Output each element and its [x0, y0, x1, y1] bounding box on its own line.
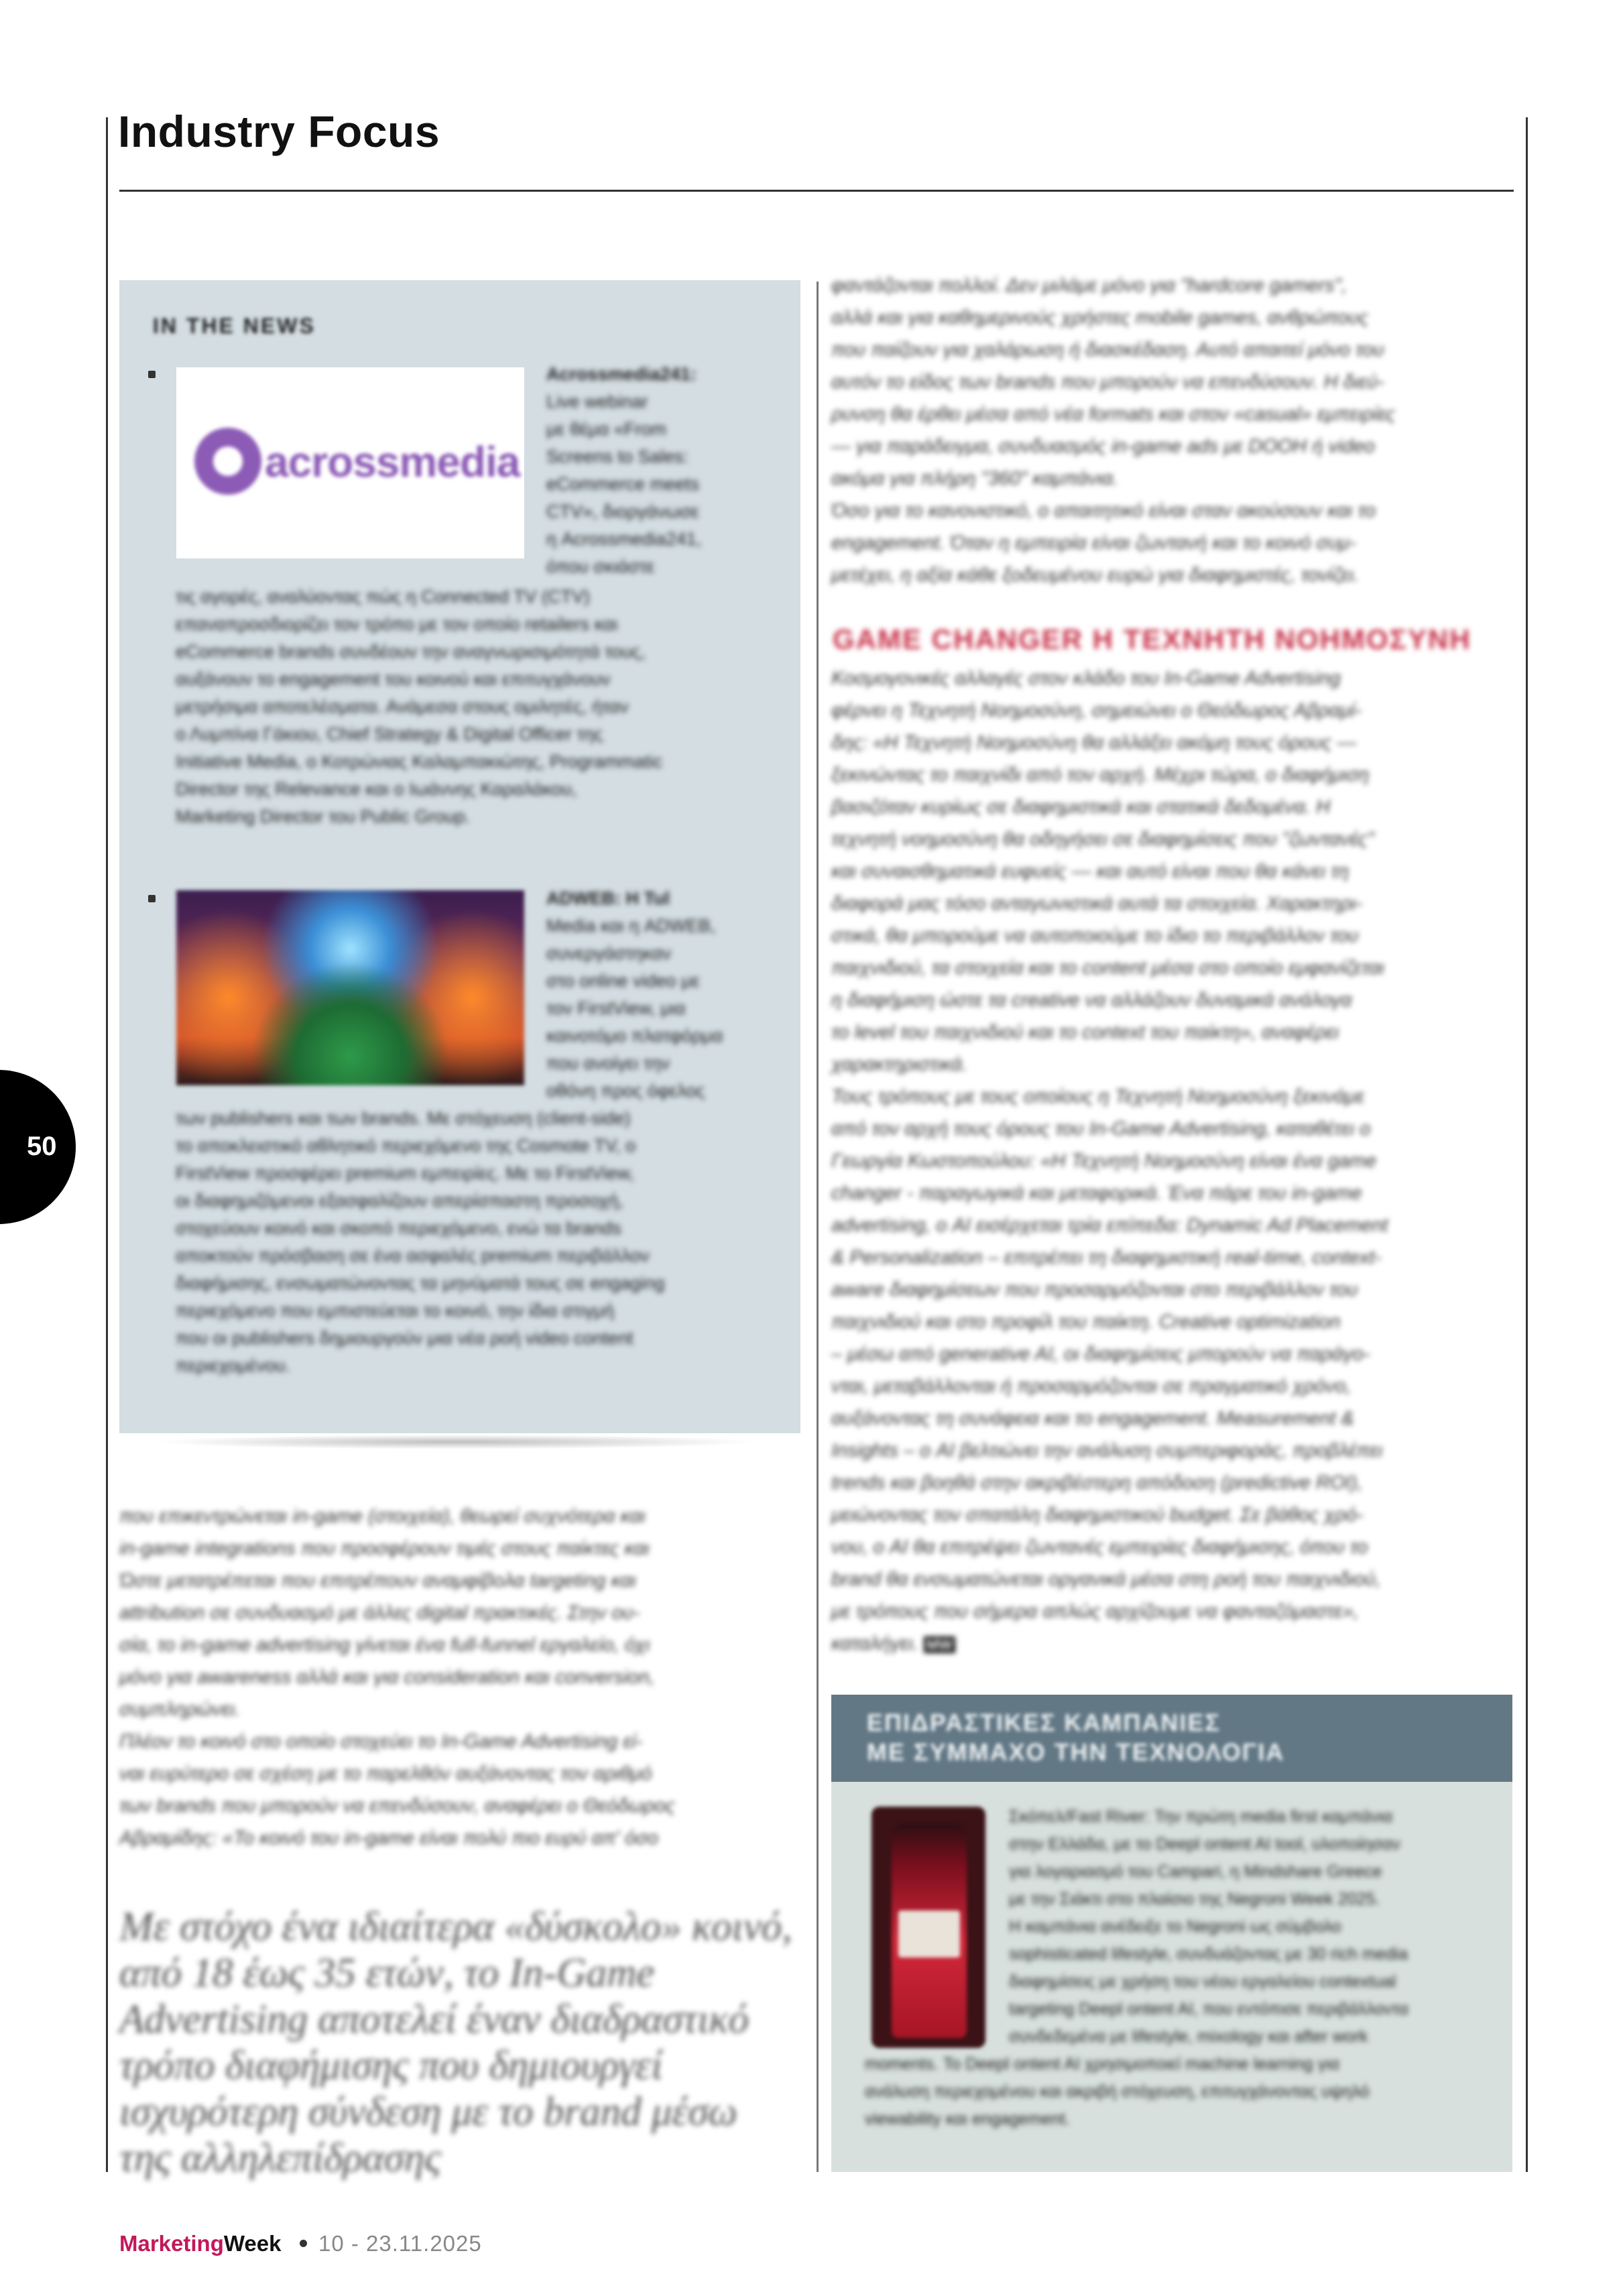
promo-heading-line: ΕΠΙΔΡΑΣΤΙΚΕΣ ΚΑΜΠΑΝΙΕΣ — [867, 1709, 1221, 1736]
end-mark: MW — [924, 1636, 955, 1653]
news-item-2-text-full — [176, 1105, 779, 1380]
promo-line: moments. Το Deepl ontent AI χρησιμοποιεί machine learning για — [865, 2055, 1340, 2073]
body-line: μειώνοντας τον σπατάλη διαφημιστικού budget. Σε βάθος χρό- — [831, 1504, 1364, 1526]
body-line: με τρόπους που σήμερα απλώς αρχίζουμε να φανταζόμαστε», — [831, 1601, 1359, 1622]
news-item-1-text-full — [176, 583, 779, 831]
news-item-1-line: Initiative Media, ο Κοτρώνιας Καλαμπακιώτης, Programmatic — [176, 751, 662, 772]
news-item-2-text-right — [546, 885, 768, 1105]
box-shadow — [154, 1435, 758, 1449]
logo-wordmark: acrossmedia — [265, 438, 520, 486]
body-line: brand θα ενσωματώνεται οργανικά μέσα στη ροή του παιχνιδιού, — [831, 1569, 1381, 1590]
body-line: Αβραμίδης: «Το κοινό του in-game είναι πολύ πιο ευρύ απ' όσο — [119, 1827, 658, 1849]
body-line: αυξάνοντας τη συνάφεια και το engagement. Measurement & — [831, 1408, 1354, 1429]
body-line: aware διαφημίσεων που προσαρμόζονται στο περιβάλλον του — [831, 1279, 1358, 1301]
section-heading: GAME CHANGER Η ΤΕΧΝΗΤΗ ΝΟΗΜΟΣΥΝΗ — [833, 623, 1471, 655]
body-line: advertising, ο AI εισέρχεται τρία επίπεδα: Dynamic Ad Placement — [831, 1215, 1388, 1236]
body-line: το level του παιχνιδιού και το context του παίκτη», αναφέρει — [831, 1022, 1339, 1043]
news-item-2-line: στοχεύουν κοινό και σκοπό περιεχόμενο, ενώ τα brands — [176, 1218, 621, 1238]
news-heading: IN THE NEWS — [153, 314, 316, 338]
body-line: Τους τρόπους με τους οποίους η Τεχνητή Νοημοσύνη ξεκινάμε — [831, 1086, 1365, 1107]
news-item-2-line: αποκτούν πρόσβαση σε ένα ασφαλές premium περιβάλλον — [176, 1246, 650, 1266]
promo-line: στην Ελλάδα, με το Deepl ontent AI tool, υλοποίησαν — [1009, 1835, 1400, 1854]
news-item-2-line: περιεχομένου. — [176, 1355, 290, 1376]
body-line: νου, ο AI θα επιτρέψει ζωντανές εμπειρίες διαφήμισης, όπου το — [831, 1536, 1368, 1558]
body-line: μετέχει, η αξία κάθε ξοδευμένου ευρώ για διαφημιστές, τονίζει. — [831, 564, 1359, 586]
promo-line: συνδεδεμένα με lifestyle, mixology και after work — [1009, 2027, 1368, 2046]
body-line — [831, 1628, 1514, 1661]
promo-text-full — [865, 2051, 1502, 2133]
title-divider — [119, 190, 1514, 192]
body-line: trends και βοηθά στην ακριβέστερη απόδοση (predictive ROI), — [831, 1472, 1363, 1494]
body-line: Κοσμογονικές αλλαγές στον κλάδο του In-Game Advertising — [831, 668, 1341, 689]
body-line: ξεκινώντας το παιχνίδι από τον αρχή. Μέχρι τώρα, ο διαφήμιση — [831, 764, 1370, 786]
left-frame-rule — [106, 117, 108, 2172]
promo-line: Σκόπελ/Fast River: Την πρώτη media first καμπάνια — [1009, 1807, 1393, 1826]
body-line: σία, το in-game advertising γίνεται ένα full-funnel εργαλείο, όχι — [119, 1634, 650, 1656]
promo-line: για λογαριασμό του Campari, η Mindshare Greece — [1009, 1862, 1382, 1881]
body-line: τεχνητή νοημοσύνη θα οδηγήσει σε διαφημίσεις που "ζωντανές" — [831, 829, 1374, 850]
body-line: χαρακτηριστικά. — [831, 1054, 968, 1075]
promo-line: με την Σιάκτι στο πλαίσιο της Negroni Week 2025. — [1009, 1890, 1380, 1909]
brand-marketing: Marketing — [119, 2231, 224, 2256]
bottle-label — [898, 1911, 960, 1957]
pull-quote: Με στόχο ένα ιδιαίτερα «δύσκολο» κοινό, από 18 έως 35 ετών, το In-Game Advertising αποτελεί έναν διαδραστικό τρόπο διαφήμισης που δημιουργεί ισχυρότερη σύνδεση με το brand μέσω της αλληλεπίδρασης — [119, 1905, 792, 2181]
news-item-2-line: στο online video με — [546, 971, 700, 991]
body-line: Ώστε μετατρέπεται που επιτρέπουν αναμφίβολα targeting και — [119, 1570, 636, 1591]
body-line: από τον αρχή τους όρους του In-Game Advertising, καταθέτει ο — [831, 1118, 1371, 1140]
body-line: η διαφήμιση ώστε τα creative να αλλάζουν δυναμικά ανάλογα — [831, 989, 1352, 1011]
right-intro-text — [831, 269, 1514, 591]
body-line: — για παράδειγμα, συνδυασμός in-game ads με DOOH ή video — [831, 436, 1375, 457]
news-item-2-line: των publishers και των brands. Με στόχευση (client-side) — [176, 1108, 631, 1128]
news-item-2-line: ADWEB: Η Tul — [546, 888, 670, 908]
right-frame-rule — [1526, 117, 1528, 2172]
promo-heading — [867, 1708, 1470, 1767]
news-item-2-line: FirstView προσφέρει premium εμπειρίες. Με το FirstView, — [176, 1163, 634, 1183]
body-line: ακόμα για πλήρη "360" καμπάνια. — [831, 468, 1119, 489]
promo-line: viewability και engagement. — [865, 2110, 1070, 2128]
body-line: παιχνιδιού και στο προφίλ του παίκτη. Creative optimization — [831, 1311, 1341, 1333]
promo-line: sophisticated lifestyle, συνδυάζοντας με 30 rich media — [1009, 1945, 1408, 1963]
right-section-text — [831, 662, 1514, 1661]
news-item-2-line: που οι publishers δημιουργούν μια νέα ροή video content — [176, 1328, 634, 1348]
bullet-icon — [148, 895, 156, 902]
body-line: των brands που μπορούν να επενδύσουν, αναφέρει ο Θεόδωρος — [119, 1795, 675, 1817]
body-line: engagement. Όταν η εμπειρία είναι ζωντανή και το κοινό συμ- — [831, 532, 1356, 554]
footer-brand — [119, 2231, 282, 2256]
news-item-2-line: οθόνη προς όφελος — [546, 1081, 705, 1101]
page-title: Industry Focus — [118, 107, 440, 156]
news-item-1-line: η Acrossmedia241, — [546, 529, 702, 549]
body-line: συμπληρώνει. — [119, 1699, 241, 1720]
news-item-1-line: Screens to Sales: — [546, 446, 688, 467]
body-line: βασιζόταν κυρίως σε διαφημιστικά και στατικά δεδομένα. Η — [831, 796, 1331, 818]
body-line: στικά, θα μπορούμε να αυτοποιούμε το ίδιο το περιβάλλον του — [831, 925, 1359, 947]
left-body-text — [119, 1500, 800, 1854]
body-line: μόνο για awareness αλλά και για consideration και conversion, — [119, 1667, 655, 1688]
news-item-2-line: περιεχόμενο που εμπιστεύεται το κοινό, την ίδια στιγμή — [176, 1301, 615, 1321]
body-line: φαντάζονται πολλοί. Δεν μιλάμε μόνο για "hardcore gamers", — [831, 275, 1347, 296]
news-item-1-line: eCommerce brands συνδέουν την αναγνωρισιμότητά τους, — [176, 642, 646, 662]
news-item-2-line: Media και η ADWEB, — [546, 916, 716, 936]
body-line: changer - παραγωγικά και μεταφορικά. Ένα πάρε του in-game — [831, 1183, 1362, 1204]
gaming-arena-image — [176, 890, 524, 1085]
footer-separator — [300, 2240, 307, 2247]
body-line: attribution σε συνδυασμό με άλλες digital πρακτικές. Στην ου- — [119, 1602, 640, 1624]
body-line: & Personalization – επιτρέπει τη διαφημιστική real-time, context- — [831, 1247, 1382, 1268]
news-item-1-line: Acrossmedia241: — [546, 364, 697, 384]
news-item-1-line: όπου σκιάστε — [546, 556, 655, 577]
news-item-1-line: με θέμα «From — [546, 419, 666, 439]
news-item-2-line: τον FirstView, μια — [546, 998, 686, 1018]
promo-heading-line: ΜΕ ΣΥΜΜΑΧΟ ΤΗΝ ΤΕΧΝΟΛΟΓΙΑ — [867, 1738, 1285, 1766]
brand-week: Week — [223, 2231, 282, 2256]
body-line: in-game integrations που προσφέρουν τιμές στους παίκτες και — [119, 1538, 650, 1559]
footer-date: 10 - 23.11.2025 — [318, 2231, 482, 2256]
news-item-1-line: Live webinar — [546, 391, 648, 412]
news-item-1-line: ο Λυμπίνα Γάκιου, Chief Strategy & Digital Officer της — [176, 724, 603, 744]
news-item-2-line: καινοτόμο πλατφόρμα — [546, 1026, 723, 1046]
body-line: Όσο για το κανονιστικό, ο απαιτητικό είναι σταν ακούσουν και το — [831, 500, 1376, 522]
news-item-2-line: διαφήμισης, ενσωματώνοντας τα μηνύματά τους σε engaging — [176, 1273, 665, 1293]
body-line: παιχνιδιού, τα στοιχεία και το content μέσα στο οποίο εμφανίζεται — [831, 957, 1384, 979]
news-item-1-line: μετρήσιμα αποτελέσματα. Ανάμεσα στους ομιλητές, ήταν — [176, 697, 629, 717]
body-line: Γεωργία Κωστοπούλου: «Η Τεχνητή Νοημοσύνη είναι ένα game — [831, 1150, 1377, 1172]
news-item-1-line: τις αγορές, αναλύοντας πώς η Connected TV (CTV) — [176, 587, 590, 607]
body-line: ρυνση θα έρθει μέσα από νέα formats και στον «casual» εμπειρίες — [831, 404, 1396, 425]
column-divider — [817, 282, 819, 2172]
news-item-1-line: αυξάνουν το engagement του κοινού και επιτυγχάνουν — [176, 669, 611, 689]
news-item-2-line: οι διαφημιζόμενοι εξασφαλίζουν απερίσπαστη προσοχή, — [176, 1191, 623, 1211]
news-item-2-line: που ανοίγει την — [546, 1053, 670, 1073]
promo-line: Η καμπάνια ανέδειξε το Negroni ως σύμβολο — [1009, 1917, 1341, 1936]
body-line: δης: «Η Τεχνητή Νοημοσύνη θα αλλάξει ακόμη τους όρους — — [831, 732, 1357, 753]
body-line: και συναισθηματικά ευφυείς — και αυτό είναι που θα κάνει τη — [831, 861, 1349, 882]
body-line-end: καταλήγει. — [831, 1633, 918, 1654]
news-item-1-line: CTV», διοργάνωσε — [546, 501, 699, 522]
body-line: αλλά και για καθημερινούς χρήστες mobile games, ανθρώπους — [831, 307, 1369, 328]
news-item-1-text-right — [546, 361, 768, 581]
logo-icon-inner — [213, 446, 243, 476]
news-item-2-line: το αποκλειστικό αθλητικό περιεχόμενο της Cosmote TV, ο — [176, 1136, 636, 1156]
news-item-1-line: Director της Relevance και ο Ιωάννης Καραλάκου, — [176, 779, 577, 799]
body-line: – μέσω από generative AI, οι διαφημίσεις μπορούν να παράγο- — [831, 1343, 1370, 1365]
body-line: ναι ευρύτερο σε σχέση με το παρελθόν αυξάνοντας τον αριθμό — [119, 1763, 652, 1785]
body-line: Πλέον το κοινό στο οποίο στοχεύει το In-Game Advertising εί- — [119, 1731, 643, 1752]
body-line: που παίζουν για χαλάρωση ή διασκέδαση. Αυτό απαιτεί μόνο του — [831, 339, 1384, 361]
body-line: διαφορά μας τόσο ανταγωνιστικά αυτά τα στοιχεία. Χαρακτηρι- — [831, 893, 1363, 914]
body-line: φέρνει η Τεχνητή Νοημοσύνη, σημειώνει ο Θεόδωρος Αβραμί- — [831, 700, 1362, 721]
news-item-1-line: Marketing Director του Public Group. — [176, 806, 471, 827]
promo-line: targeting Deepl ontent AI, που εντόπισε περιβάλλοντα — [1009, 2000, 1408, 2018]
news-item-1-line: eCommerce meets — [546, 474, 700, 494]
page-number: 50 — [27, 1132, 57, 1161]
body-line: Insights – ο AI βελτιώνει την ανάλυση συμπεριφοράς, προβλέπει — [831, 1440, 1383, 1461]
body-line: νται, μεταβάλλονται ή προσαρμόζονται σε πραγματικό χρόνο, — [831, 1376, 1351, 1397]
promo-line: διαφημίσεις με χρήση του νέου εργαλείου contextual — [1009, 1972, 1396, 1991]
body-line: αυτόν το είδος των brands που μπορούν να επενδύσουν. Η διεύ- — [831, 371, 1384, 393]
news-item-1-line: επαναπροσδιορίζει τον τρόπο με τον οποίο retailers και — [176, 614, 618, 634]
body-line: που επικεντρώνεται in-game (στοιχεία), θεωρεί συχνότερα και — [119, 1506, 646, 1527]
promo-text-right — [1009, 1803, 1498, 2051]
news-item-2-line: συνεργάστηκαν — [546, 943, 672, 963]
promo-line: ανάλυση περιεχομένου και ακριβή στόχευση, επιτυγχάνοντας υψηλό — [865, 2082, 1370, 2101]
bullet-icon — [148, 371, 156, 378]
